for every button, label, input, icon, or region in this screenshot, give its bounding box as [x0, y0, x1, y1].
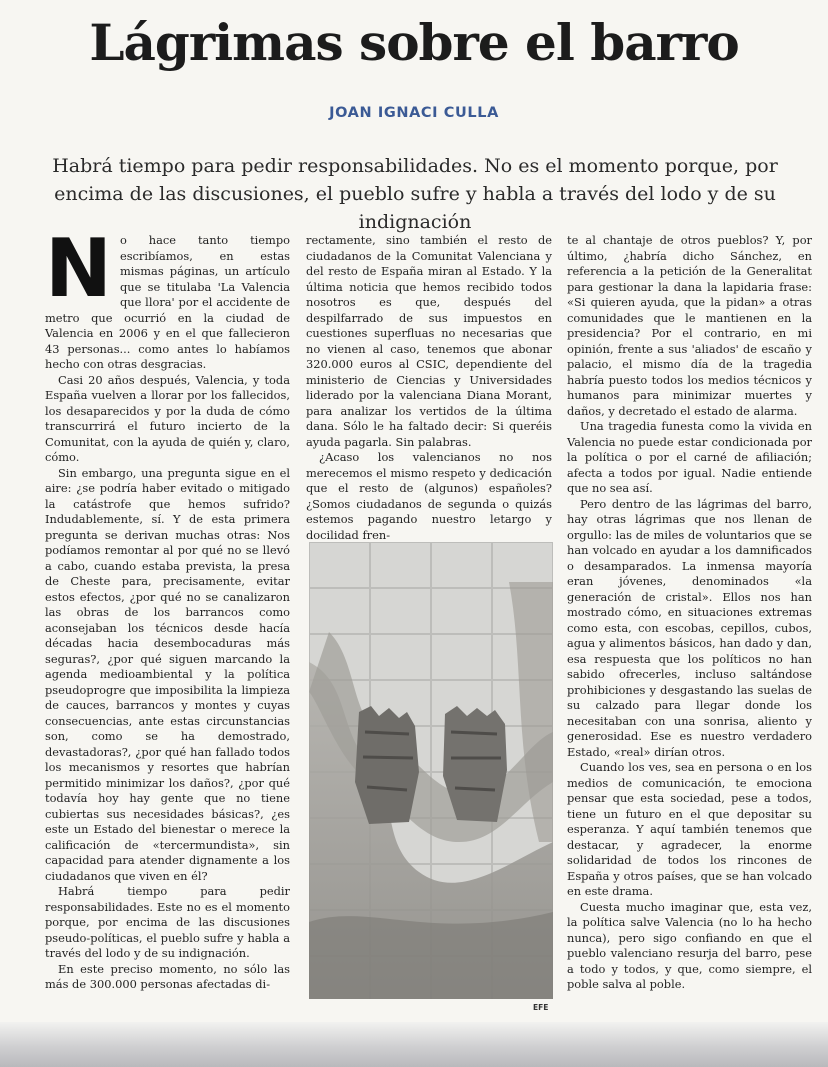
standfirst: Habrá tiempo para pedir responsabilidades. No es el momento porque, por encima de las discusiones, el pueblo sufre y habla a través del lodo y de su indignación [52, 155, 778, 233]
right-glove [443, 706, 507, 822]
paragraph: Habrá tiempo para pedir responsabilidades. Este no es el momento porque, por encima de las discusiones pseudo-políticas, el pueblo sufre y habla a través del lodo y de su indignación. [45, 884, 290, 960]
text-column-3 [567, 233, 812, 993]
text-column-2 [306, 233, 552, 543]
paragraph: Casi 20 años después, Valencia, y toda España vuelven a llorar por los fallecidos, los desaparecidos y por la duda de cómo transcurrirá el futuro incierto de la Comunitat, con la ayuda de quién y, claro, cómo. [45, 372, 290, 464]
photo-muddy-gloves [309, 542, 553, 999]
left-glove [355, 706, 419, 824]
paragraph: Cuesta mucho imaginar que, esta vez, la política salve Valencia (no lo ha hecho nunca), pero sigo confiando en que el pueblo valenciano resurja del barro, pese a todo y todos, y que, como siempre, el poble salva al poble. [567, 899, 812, 991]
paragraph: Cuando los ves, sea en persona o en los medios de comunicación, te emociona pensar que esta sociedad, pese a todos, tiene un futuro en el que depositar su esperanza. Y aquí también tenemos que destacar, y agradecer, la enorme solidaridad de todos los rincones de España y otros países, que se han volcado en este drama. [567, 760, 812, 898]
opening-paragraph [45, 222, 290, 373]
headline: Lágrimas sobre el barro [89, 13, 739, 72]
paragraph: Sin embargo, una pregunta sigue en el aire: ¿se podría haber evitado o mitigado la catástrofe que hemos sufrido? Indudablemente, sí. Y de esta primera pregunta se derivan muchas otras: Nos podíamos remontar al por qué no se llevó a cabo, cuando estaba prevista, la presa de Cheste para, precisamente, evitar estos efectos, ¿por qué no se canalizaron las obras de los barrancos como aconsejaban los técnicos desde hacía décadas hacia desembocaduras más seguras?, ¿por qué siguen marcando la agenda medioambiental y la política pseudoprogre que imposibilita la limpieza de cauces, barrancos y montes y cuyas consecuencias, ante estas circunstancias son, como se ha demostrado, devastadoras?, ¿por qué han fallado todos los mecanismos y resortes que habrían permitido minimizar los daños?, ¿por qué todavía hoy hay gente que no tiene cubiertas sus necesidades básicas?, ¿es este un Estado del bienestar o merece la calificación de «tercermundista», sin capacidad para atender dignamente a los ciudadanos que viven en él? [45, 465, 290, 883]
paragraph: ¿Acaso los valencianos no nos merecemos el mismo respeto y dedicación que el resto de (algunos) españoles? ¿Somos ciudadanos de segunda o quizás estemos pagando nuestro letargo y docilidad fren- [306, 450, 552, 542]
drop-cap: N [45, 222, 112, 315]
opening-paragraph-text: o hace tanto tiempo escribíamos, en estas mismas páginas, un artículo que se titulaba 'La Valencia que llora' por el accidente de metro que ocurrió en la ciudad de Valencia en 2006 y en el que fallecieron 43 personas... como antes lo habíamos hecho con otras desgracias. [45, 233, 290, 371]
paragraph: rectamente, sino también el resto de ciudadanos de la Comunitat Valenciana y del resto de España miran al Estado. Y la última noticia que hemos recibido todos nosotros es que, después del despilfarrado de sus impuestos en cuestiones superfluas no necesarias que no vienen al caso, tenemos que abonar 320.000 euros al CSIC, dependiente del ministerio de Ciencias y Universidades liderado por la valenciana Diana Morant, para analizar los vertidos de la última dana. Sólo le ha faltado decir: Si queréis ayuda pagarla. Sin palabras. [306, 233, 552, 449]
photo-credit: EFE [533, 1003, 549, 1012]
paragraph: Una tragedia funesta como la vivida en Valencia no puede estar condicionada por la política o por el carné de afiliación; afecta a todos por igual. Nadie entiende que no sea así. [567, 419, 812, 495]
page-bottom-edge [0, 1022, 828, 1067]
paragraph: te al chantaje de otros pueblos? Y, por último, ¿habría dicho Sánchez, en referencia a la petición de la Generalitat para gestionar la dana la lapidaria frase: «Si quieren ayuda, que la pidan» a otras comunidades que le mantienen en la presidencia? Por el contrario, en mi opinión, frente a sus 'aliados' de escaño y palacio, el mismo día de la tragedia habría puesto todos los medios técnicos y humanos para minimizar muertes y daños, y decretado el estado de alarma. [567, 233, 812, 418]
paragraph: Pero dentro de las lágrimas del barro, hay otras lágrimas que nos llenan de orgullo: las de miles de voluntarios que se han volcado en ayudar a los damnificados o desamparados. La inmensa mayoría eran jóvenes, denominados «la generación de cristal». Ellos nos han mostrado cómo, en situaciones extremas como esta, con escobas, cepillos, cubos, agua y alimentos básicos, han dado y dan, esa respuesta que los políticos no han sabido ofrecerles, incluso saltándose prohibiciones y desgastando las suelas de su calzado para llegar donde los necesitaban con una sonrisa, aliento y generosidad. Ese es nuestro verdadero Estado, «real» dirían otros. [567, 496, 812, 759]
text-column-1 [45, 222, 290, 993]
gloves-in-mud-image [309, 542, 553, 999]
paragraph: En este preciso momento, no sólo las más de 300.000 personas afectadas di- [45, 961, 290, 991]
byline-author: JOAN IGNACI CULLA [329, 105, 499, 121]
